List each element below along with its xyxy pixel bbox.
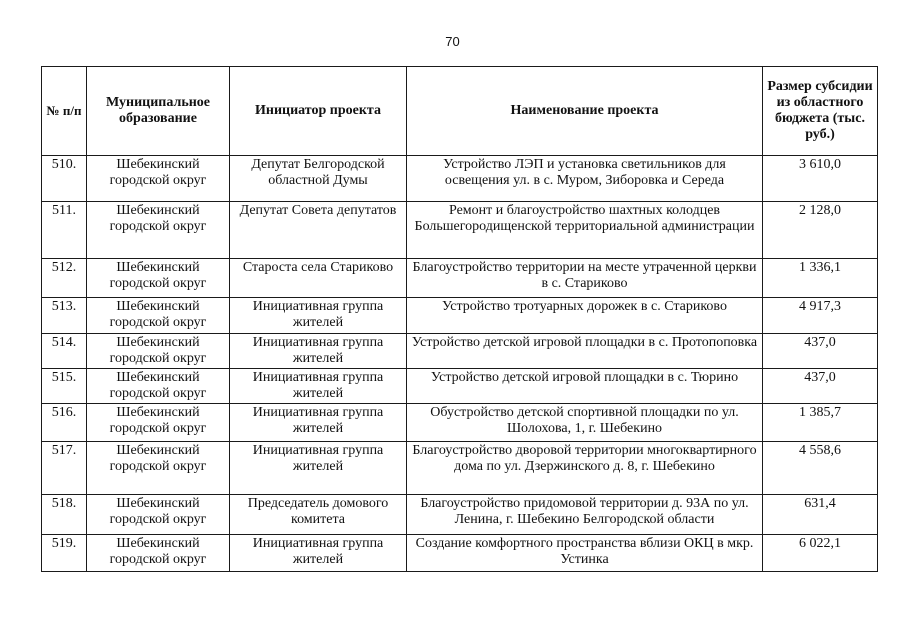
table-row — [42, 495, 878, 535]
subsidy-amount-cell: 1 385,7 — [763, 404, 878, 442]
project-name-cell: Устройство детской игровой площадки в с. Протопоповка — [407, 334, 763, 369]
municipality-cell: Шебекинский городской округ — [87, 404, 230, 442]
municipality-cell: Шебекинский городской округ — [87, 442, 230, 495]
project-name-cell: Обустройство детской спортивной площадки по ул. Шолохова, 1, г. Шебекино — [407, 404, 763, 442]
project-name-cell: Устройство тротуарных дорожек в с. Стариково — [407, 298, 763, 334]
initiator-cell: Инициативная группа жителей — [230, 442, 407, 495]
initiator-cell: Председатель домового комитета — [230, 495, 407, 535]
table-row — [42, 298, 878, 334]
subsidy-amount-cell: 4 558,6 — [763, 442, 878, 495]
row-number: 518. — [42, 495, 87, 535]
initiator-cell: Инициативная группа жителей — [230, 404, 407, 442]
header-subsidy-amount: Размер субсидии из областного бюджета (тыс. руб.) — [763, 67, 878, 156]
initiator-cell: Депутат Белгородской областной Думы — [230, 156, 407, 202]
municipality-cell: Шебекинский городской округ — [87, 535, 230, 572]
subsidy-amount-cell: 1 336,1 — [763, 259, 878, 298]
initiator-cell: Инициативная группа жителей — [230, 298, 407, 334]
header-row — [42, 67, 878, 156]
municipality-cell: Шебекинский городской округ — [87, 334, 230, 369]
initiator-cell: Инициативная группа жителей — [230, 369, 407, 404]
municipality-cell: Шебекинский городской округ — [87, 259, 230, 298]
row-number: 514. — [42, 334, 87, 369]
project-name-cell: Устройство детской игровой площадки в с. Тюрино — [407, 369, 763, 404]
project-name-cell: Благоустройство придомовой территории д. 93А по ул. Ленина, г. Шебекино Белгородской области — [407, 495, 763, 535]
subsidy-amount-cell: 4 917,3 — [763, 298, 878, 334]
row-number: 511. — [42, 202, 87, 259]
row-number: 512. — [42, 259, 87, 298]
header-project-name: Наименование проекта — [407, 67, 763, 156]
project-name-cell: Ремонт и благоустройство шахтных колодцев Большегородищенской территориальной администрации — [407, 202, 763, 259]
row-number: 515. — [42, 369, 87, 404]
subsidy-amount-cell: 6 022,1 — [763, 535, 878, 572]
table-row — [42, 202, 878, 259]
subsidy-amount-cell: 437,0 — [763, 369, 878, 404]
municipality-cell: Шебекинский городской округ — [87, 369, 230, 404]
subsidy-amount-cell: 3 610,0 — [763, 156, 878, 202]
header-municipality: Муниципальное образование — [87, 67, 230, 156]
subsidy-amount-cell: 2 128,0 — [763, 202, 878, 259]
municipality-cell: Шебекинский городской округ — [87, 202, 230, 259]
project-name-cell: Благоустройство территории на месте утраченной церкви в с. Стариково — [407, 259, 763, 298]
table-row — [42, 334, 878, 369]
page-number: 70 — [445, 34, 460, 49]
table-row — [42, 156, 878, 202]
project-name-cell: Создание комфортного пространства вблизи ОКЦ в мкр. Устинка — [407, 535, 763, 572]
row-number: 510. — [42, 156, 87, 202]
table-row — [42, 369, 878, 404]
initiator-cell: Инициативная группа жителей — [230, 535, 407, 572]
initiator-cell: Староста села Стариково — [230, 259, 407, 298]
initiator-cell: Депутат Совета депутатов — [230, 202, 407, 259]
table-row — [42, 535, 878, 572]
row-number: 513. — [42, 298, 87, 334]
subsidy-amount-cell: 437,0 — [763, 334, 878, 369]
municipality-cell: Шебекинский городской округ — [87, 298, 230, 334]
municipality-cell: Шебекинский городской округ — [87, 495, 230, 535]
table-row — [42, 259, 878, 298]
header-number: № п/п — [42, 67, 87, 156]
row-number: 517. — [42, 442, 87, 495]
subsidy-table — [41, 66, 878, 572]
row-number: 519. — [42, 535, 87, 572]
table-row — [42, 442, 878, 495]
row-number: 516. — [42, 404, 87, 442]
subsidy-amount-cell: 631,4 — [763, 495, 878, 535]
initiator-cell: Инициативная группа жителей — [230, 334, 407, 369]
project-name-cell: Устройство ЛЭП и установка светильников для освещения ул. в с. Муром, Зиборовка и Середа — [407, 156, 763, 202]
table-row — [42, 404, 878, 442]
header-initiator: Инициатор проекта — [230, 67, 407, 156]
project-name-cell: Благоустройство дворовой территории многоквартирного дома по ул. Дзержинского д. 8, г. Шебекино — [407, 442, 763, 495]
municipality-cell: Шебекинский городской округ — [87, 156, 230, 202]
